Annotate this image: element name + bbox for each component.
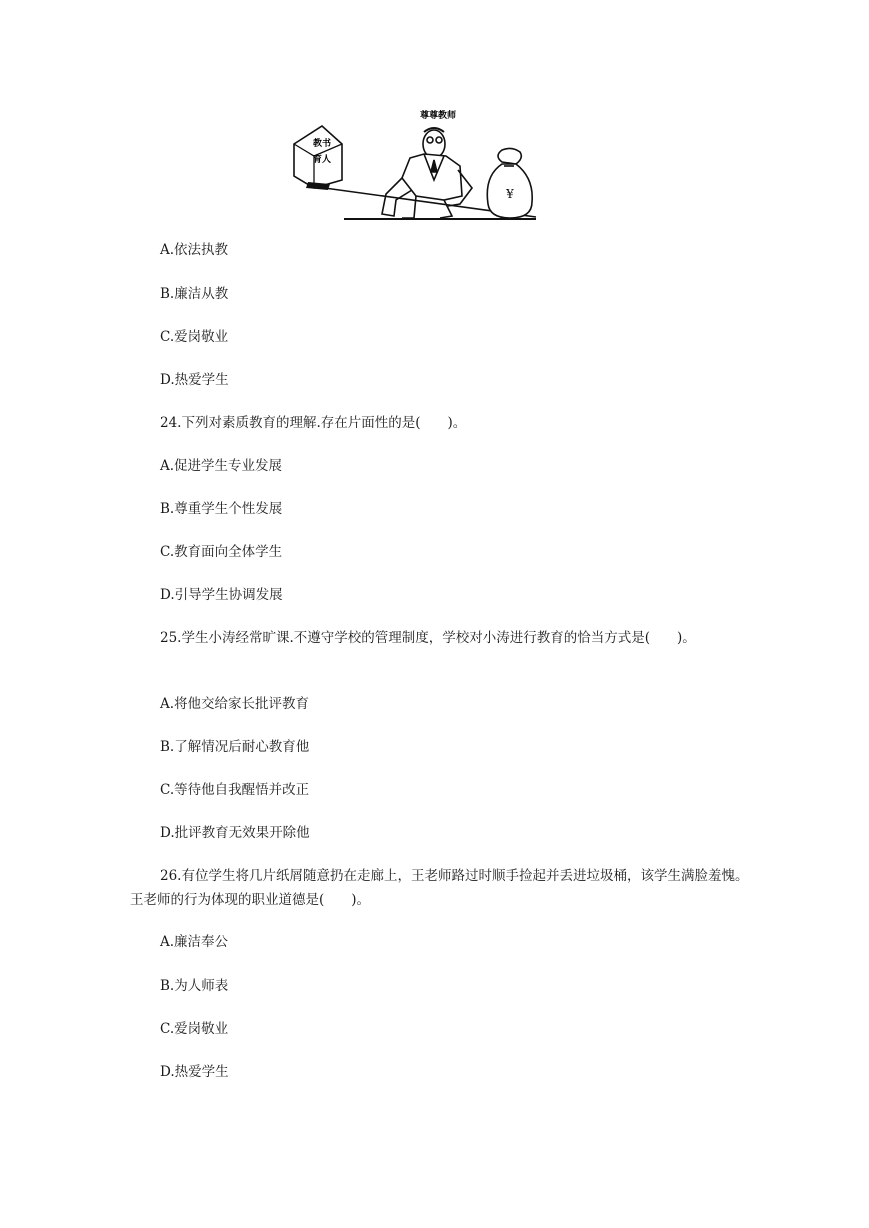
q23-option-c: C.爱岗敬业 — [160, 329, 229, 345]
q23-option-b: B.廉洁从教 — [160, 286, 229, 302]
q25-option-b: B.了解情况后耐心教育他 — [160, 739, 310, 755]
q24-option-b: B.尊重学生个性发展 — [160, 501, 283, 517]
teacher-caption: 尊尊教师 — [419, 111, 457, 121]
box-label-line2: 育人 — [312, 155, 332, 165]
svg-text:¥: ¥ — [506, 187, 514, 201]
q26-stem: 26.有位学生将几片纸屑随意扔在走廊上，王老师路过时顺手捡起并丢进垃圾桶，该学生满脸羞愧。王老师的行为体现的职业道德是( )。 — [130, 868, 749, 908]
q25-option-d: D.批评教育无效果开除他 — [160, 825, 310, 841]
q24-option-d: D.引导学生协调发展 — [160, 587, 283, 603]
q24-stem: 24.下列对素质教育的理解.存在片面性的是( )。 — [160, 415, 467, 431]
q25-stem: 25.学生小涛经常旷课.不遵守学校的管理制度，学校对小涛进行教育的恰当方式是( )。 — [160, 630, 696, 646]
q26-option-c: C.爱岗敬业 — [160, 1021, 229, 1037]
money-bag-icon — [487, 148, 532, 218]
q23-option-d: D.热爱学生 — [160, 372, 229, 388]
q26-option-a: A.廉洁奉公 — [160, 934, 229, 950]
q24-option-a: A.促进学生专业发展 — [160, 458, 283, 474]
q26-option-d: D.热爱学生 — [160, 1064, 229, 1080]
q23-option-a: A.依法执教 — [160, 242, 229, 258]
teacher-figure-icon — [382, 128, 472, 218]
q24-option-c: C.教育面向全体学生 — [160, 544, 283, 560]
q26-option-b: B.为人师表 — [160, 978, 229, 994]
box-label-line1: 教书 — [312, 139, 332, 149]
q25-option-c: C.等待他自我醒悟并改正 — [160, 782, 310, 798]
q25-option-a: A.将他交给家长批评教育 — [160, 696, 310, 712]
seesaw-cartoon-illustration — [284, 100, 540, 222]
